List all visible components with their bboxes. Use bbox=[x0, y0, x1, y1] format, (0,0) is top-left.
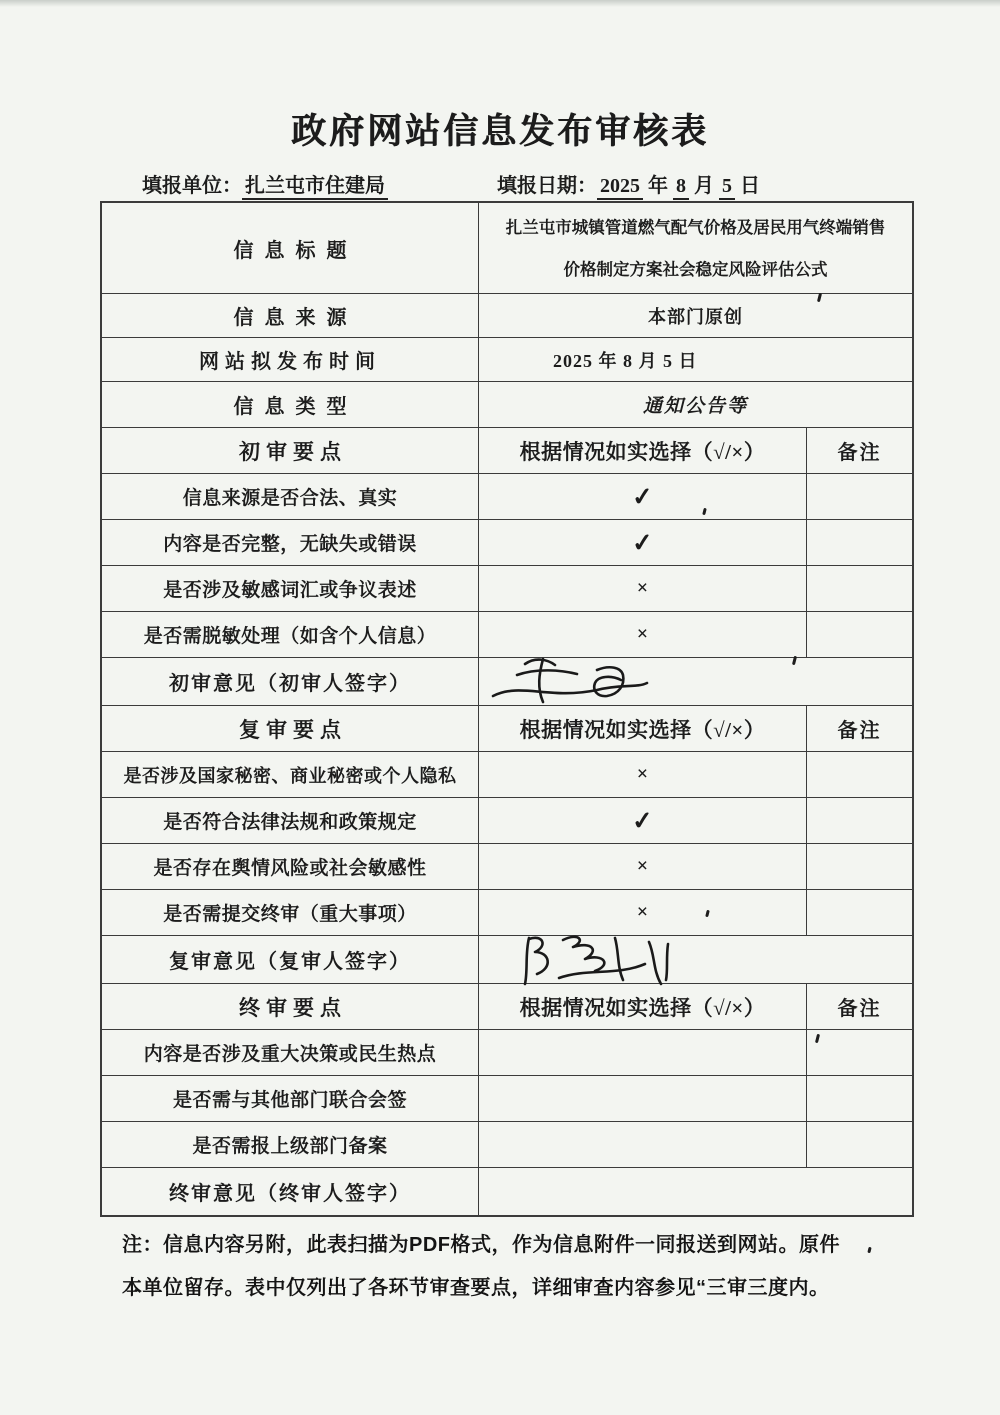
second-opinion-signature-cell bbox=[479, 936, 912, 983]
section-header-final-review bbox=[102, 983, 912, 1029]
check-label-cell bbox=[102, 612, 479, 657]
reporting-unit-label: 填报单位： bbox=[142, 175, 242, 197]
check-row bbox=[102, 473, 912, 519]
final-select-header: 根据情况如实选择（√/×） bbox=[519, 995, 766, 1020]
table-row-info-type bbox=[102, 381, 912, 427]
check-label-cell bbox=[102, 752, 479, 797]
month-char: 月 bbox=[694, 175, 714, 197]
year-char: 年 bbox=[648, 175, 668, 197]
info-type-value-cell bbox=[479, 382, 912, 427]
check-row bbox=[102, 565, 912, 611]
form-title: 政府网站信息发布审核表 bbox=[290, 112, 709, 151]
check-row bbox=[102, 889, 912, 935]
info-source-value-cell bbox=[479, 294, 912, 337]
table-row-publish-time bbox=[102, 337, 912, 381]
check-label-cell bbox=[102, 844, 479, 889]
publish-time-value-cell bbox=[479, 338, 912, 381]
reporting-date-field bbox=[497, 169, 760, 198]
check-label: 是否需脱敏处理（如含个人信息） bbox=[143, 626, 437, 647]
publish-time-label-cell bbox=[102, 338, 479, 381]
remark-cell bbox=[806, 798, 912, 843]
remark-cell bbox=[806, 520, 912, 565]
footer-note-line1: 注：信息内容另附，此表扫描为PDF格式，作为信息附件一同报送到网站。原件 bbox=[122, 1234, 840, 1256]
check-mark-cell bbox=[479, 798, 806, 843]
initial-opinion-label: 初审意见（初审人签字） bbox=[169, 673, 411, 695]
publish-time-label: 网站拟发布时间 bbox=[199, 351, 381, 373]
day-char: 日 bbox=[740, 175, 760, 197]
footer-note-line2: 本单位留存。表中仅列出了各环节审查要点，详细审查内容参见“三审三度内。 bbox=[122, 1277, 830, 1299]
info-source-value: 本部门原创 bbox=[648, 306, 743, 327]
check-label: 是否需与其他部门联合会签 bbox=[172, 1090, 407, 1111]
remark-cell bbox=[806, 890, 912, 935]
final-select-header-cell bbox=[479, 984, 806, 1029]
initial-select-header-cell bbox=[479, 428, 806, 473]
info-source-label-cell bbox=[102, 294, 479, 337]
cross-mark: × bbox=[636, 855, 649, 877]
final-remark-header: 备注 bbox=[837, 998, 882, 1020]
check-mark-cell bbox=[479, 1076, 806, 1121]
check-label: 内容是否涉及重大决策或民生热点 bbox=[143, 1044, 437, 1065]
info-type-label-cell bbox=[102, 382, 479, 427]
review-form-table bbox=[100, 201, 914, 1217]
check-label: 是否涉及国家秘密、商业秘密或个人隐私 bbox=[123, 765, 457, 786]
second-opinion-label: 复审意见（复审人签字） bbox=[169, 951, 411, 973]
check-row bbox=[102, 843, 912, 889]
info-title-label-cell bbox=[102, 203, 479, 293]
second-opinion-label-cell bbox=[102, 936, 479, 983]
cross-mark: × bbox=[636, 763, 649, 785]
second-review-header-cell bbox=[102, 706, 479, 751]
check-label-cell bbox=[102, 1030, 479, 1075]
check-label: 是否涉及敏感词汇或争议表述 bbox=[163, 580, 417, 601]
second-remark-header-cell bbox=[806, 706, 912, 751]
date-year-value: 2025 bbox=[597, 175, 643, 200]
opinion-row-final bbox=[102, 1167, 912, 1215]
cross-mark: × bbox=[636, 623, 649, 645]
remark-cell bbox=[806, 1122, 912, 1167]
check-mark-cell bbox=[479, 1122, 806, 1167]
check-row bbox=[102, 797, 912, 843]
date-month-value: 8 bbox=[673, 175, 689, 200]
check-mark-cell bbox=[479, 752, 806, 797]
check-row bbox=[102, 1121, 912, 1167]
remark-cell bbox=[806, 1030, 912, 1075]
check-mark: ✓ bbox=[631, 482, 654, 512]
cross-mark: × bbox=[636, 901, 649, 923]
reporting-date-label: 填报日期： bbox=[497, 175, 597, 197]
check-row bbox=[102, 751, 912, 797]
remark-cell bbox=[806, 1076, 912, 1121]
initial-remark-header: 备注 bbox=[837, 442, 882, 464]
remark-cell bbox=[806, 612, 912, 657]
check-mark-cell bbox=[479, 612, 806, 657]
info-type-label: 信息类型 bbox=[233, 396, 358, 418]
reporting-unit-value: 扎兰屯市住建局 bbox=[242, 175, 388, 200]
initial-review-header-cell bbox=[102, 428, 479, 473]
second-review-header: 复审要点 bbox=[239, 717, 347, 742]
date-day-value: 5 bbox=[719, 175, 735, 200]
check-label: 信息来源是否合法、真实 bbox=[182, 488, 398, 509]
section-header-second-review bbox=[102, 705, 912, 751]
cross-mark: × bbox=[636, 577, 649, 599]
check-label-cell bbox=[102, 1122, 479, 1167]
check-mark-cell bbox=[479, 566, 806, 611]
second-remark-header: 备注 bbox=[837, 720, 882, 742]
check-label-cell bbox=[102, 890, 479, 935]
publish-time-value: 2025 年 8 月 5 日 bbox=[553, 350, 698, 371]
opinion-row-initial bbox=[102, 657, 912, 705]
info-title-label: 信息标题 bbox=[233, 239, 358, 262]
info-source-label: 信息来源 bbox=[233, 307, 358, 329]
initial-remark-header-cell bbox=[806, 428, 912, 473]
check-label-cell bbox=[102, 798, 479, 843]
opinion-row-second bbox=[102, 935, 912, 983]
final-opinion-label-cell bbox=[102, 1168, 479, 1215]
check-mark: ✓ bbox=[631, 528, 654, 558]
check-label: 是否需报上级部门备案 bbox=[192, 1136, 388, 1157]
final-remark-header-cell bbox=[806, 984, 912, 1029]
second-select-header-cell bbox=[479, 706, 806, 751]
footer-note bbox=[122, 1224, 888, 1310]
initial-review-header: 初审要点 bbox=[239, 439, 347, 464]
final-opinion-label: 终审意见（终审人签字） bbox=[169, 1183, 411, 1205]
initial-reviewer-signature bbox=[485, 650, 675, 714]
check-mark-cell bbox=[479, 1030, 806, 1075]
table-row-info-source bbox=[102, 293, 912, 337]
check-mark-cell bbox=[479, 520, 806, 565]
second-select-header: 根据情况如实选择（√/×） bbox=[519, 717, 766, 742]
check-row bbox=[102, 519, 912, 565]
reporting-unit-field bbox=[142, 169, 388, 198]
check-row bbox=[102, 1029, 912, 1075]
check-label-cell bbox=[102, 1076, 479, 1121]
final-review-header: 终审要点 bbox=[239, 995, 347, 1020]
table-row-info-title bbox=[102, 203, 912, 293]
check-label-cell bbox=[102, 566, 479, 611]
final-review-header-cell bbox=[102, 984, 479, 1029]
check-label: 是否存在舆情风险或社会敏感性 bbox=[153, 858, 427, 879]
check-row bbox=[102, 611, 912, 657]
check-mark-cell bbox=[479, 844, 806, 889]
check-mark-cell bbox=[479, 474, 806, 519]
section-header-initial-review bbox=[102, 427, 912, 473]
info-title-value bbox=[506, 205, 886, 291]
check-label-cell bbox=[102, 520, 479, 565]
initial-select-header: 根据情况如实选择（√/×） bbox=[519, 439, 766, 464]
remark-cell bbox=[806, 474, 912, 519]
remark-cell bbox=[806, 844, 912, 889]
initial-opinion-signature-cell bbox=[479, 658, 912, 705]
initial-opinion-label-cell bbox=[102, 658, 479, 705]
check-label: 是否符合法律法规和政策规定 bbox=[163, 812, 417, 833]
remark-cell bbox=[806, 566, 912, 611]
remark-cell bbox=[806, 752, 912, 797]
check-row bbox=[102, 1075, 912, 1121]
info-title-line1: 扎兰屯市城镇管道燃气配气价格及居民用气终端销售 bbox=[505, 218, 886, 237]
info-title-line2: 价格制定方案社会稳定风险评估公式 bbox=[563, 260, 828, 279]
check-mark-cell bbox=[479, 890, 806, 935]
check-label: 内容是否完整，无缺失或错误 bbox=[163, 534, 417, 555]
final-opinion-signature-cell bbox=[479, 1168, 912, 1215]
check-mark: ✓ bbox=[631, 806, 654, 836]
info-type-value: 通知公告等 bbox=[642, 396, 748, 417]
check-label: 是否需提交终审（重大事项） bbox=[163, 904, 417, 925]
check-label-cell bbox=[102, 474, 479, 519]
info-title-value-cell bbox=[479, 203, 912, 293]
